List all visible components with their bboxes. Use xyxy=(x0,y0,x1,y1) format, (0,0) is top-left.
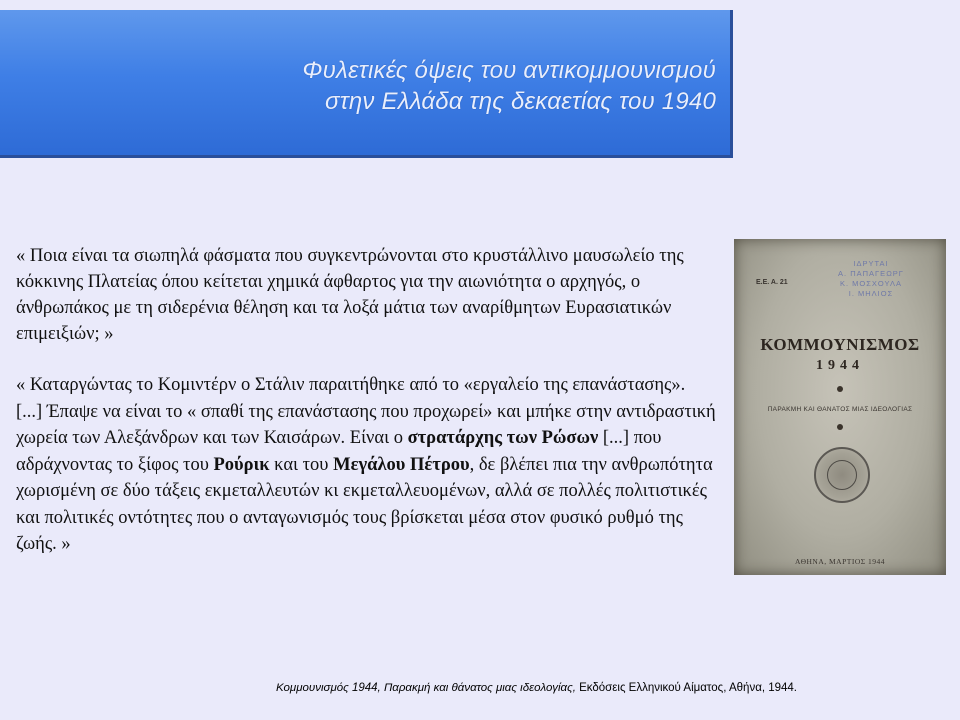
caption-publisher: Εκδόσεις Ελληνικού Αίματος, Αθήνα, 1944. xyxy=(575,682,798,694)
quote2-text-2: [...] που αδράχνοντας το ξίφος του xyxy=(16,428,662,475)
title-banner xyxy=(0,10,733,158)
quote-stalin-komintern xyxy=(16,372,716,558)
book-cover-image xyxy=(734,239,946,575)
quote2-bold-marshal: στρατάρχης των Ρώσων xyxy=(407,428,599,448)
book-place-date: ΑΘΗΝΑ, ΜΑΡΤΙΟΣ 1944 xyxy=(794,557,885,566)
slide-title-line-1: Φυλετικές όψεις του αντικομμουνισμού xyxy=(302,57,716,84)
book-title: ΚΟΜΜΟΥΝΙΣΜΟΣ xyxy=(760,335,920,354)
book-stamp-line-2: Α. ΠΑΠΑΓΕΩΡΓ xyxy=(838,269,904,278)
book-ownership-stamp xyxy=(816,259,926,299)
book-stamp-line-1: ΙΔΡΥΤΑΙ xyxy=(853,259,889,268)
quote2-bold-peter: Μεγάλου Πέτρου xyxy=(333,454,470,475)
book-ornament-dot-bottom xyxy=(837,424,843,430)
quote-stalin-mausoleum: « Ποια είναι τα σιωπηλά φάσματα που συγκεντρώνονται στο κρυστάλλινο μαυσωλείο της κόκκινης Πλατείας όπου κείτεται χημικά άφθαρτος για την αιωνιότητα ο αρχηγός, ο άνθρωπάκος με τη σιδερένια θέληση και τα λοξά μάτια των αναρίθμητων Ευρασιατικών επιμειξιών; » xyxy=(16,246,684,344)
slide-title-line-2: στην Ελλάδα της δεκαετίας του 1940 xyxy=(325,88,716,115)
slide-title xyxy=(302,55,716,117)
book-catalog-code: Ε.Ε. Α. 21 xyxy=(756,279,788,286)
image-caption xyxy=(276,682,797,694)
book-ornament-dot-top xyxy=(837,386,843,392)
book-publisher-seal-icon xyxy=(814,447,870,503)
caption-book-title: Κομμουνισμός 1944, Παρακμή και θάνατος μιας ιδεολογίας, xyxy=(276,682,576,694)
quote2-text-3: και του xyxy=(269,454,334,475)
book-seal-inner-ring xyxy=(827,460,857,490)
book-stamp-line-3: Κ. ΜΟΣΧΟΥΛΑ xyxy=(840,279,902,288)
book-subtitle: ΠΑΡΑΚΜΗ ΚΑΙ ΘΑΝΑΤΟΣ ΜΙΑΣ ΙΔΕΟΛΟΓΙΑΣ xyxy=(767,406,913,413)
quote2-text-4: , δε βλέπει πια την ανθρωπότητα χωρισμένη σε δύο τάξεις εκμεταλλευτών κι εκμεταλλευομένων, αλλά σε πολλές πολιτιστικές και πολιτικές οντότητες που ο ανταγωνισμός τους βρίσκεται μέσα στον φυσικό ρυθμό της ζωής. » xyxy=(16,454,713,554)
quote2-bold-rurik: Ρούρικ xyxy=(213,454,270,475)
book-year: 1944 xyxy=(816,358,864,373)
book-stamp-line-4: Ι. ΜΗΛΙΟΣ xyxy=(848,289,894,298)
quote2-text-1: « Καταργώντας το Κομιντέρν ο Στάλιν παραιτήθηκε από το «εργαλείο της επανάστασης». [...] Έπαψε να είναι το « σπαθί της επανάστασης που προχωρεί» και μπήκε στην αντιδραστική χωρεία των Αλεξάνδρων και των Καισάρων. Είναι ο xyxy=(16,375,716,448)
